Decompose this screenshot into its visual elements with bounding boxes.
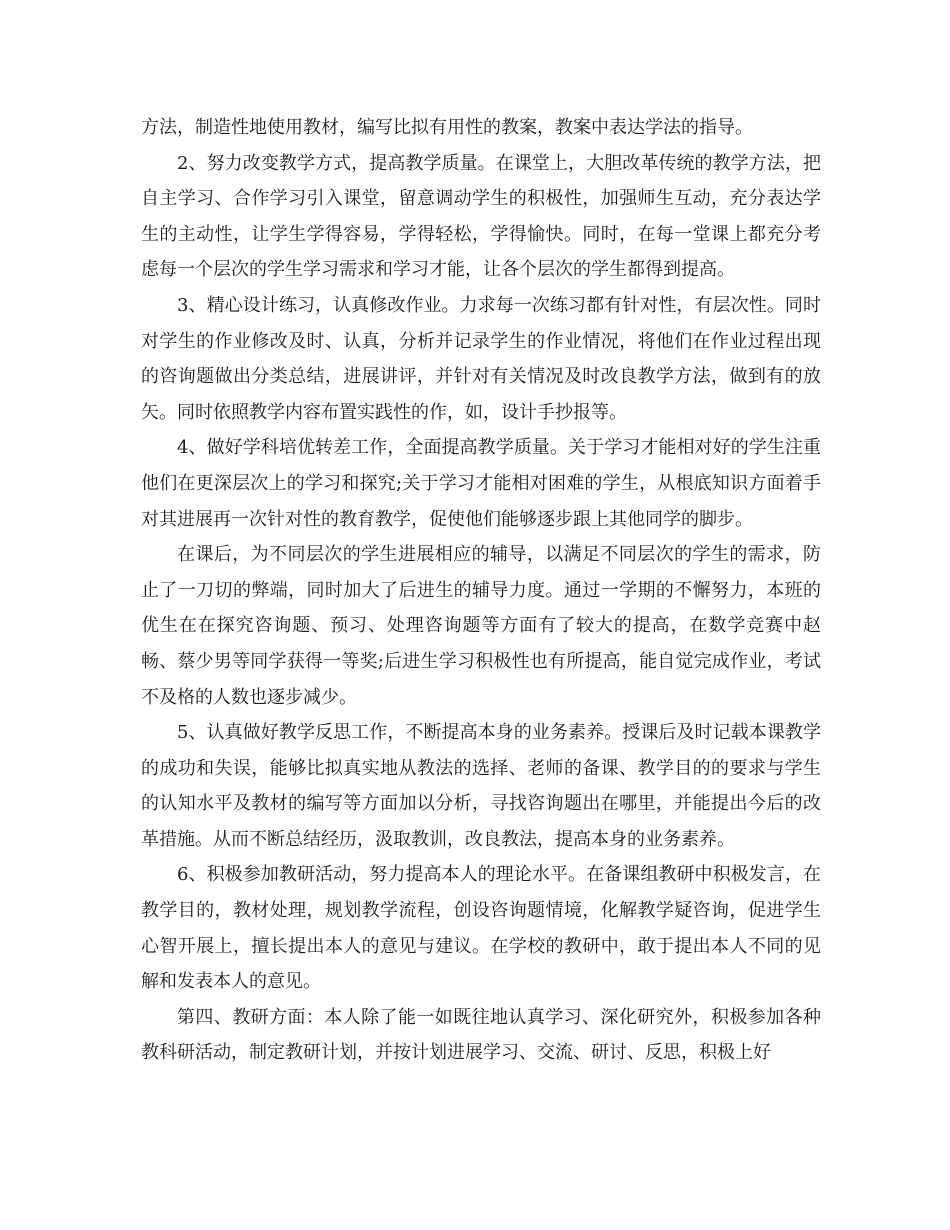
paragraph-item-3: 3、精心设计练习，认真修改作业。力求每一次练习都有针对性，有层次性。同时对学生的作业修改及时、认真，分析并记录学生的作业情况，将他们在作业过程出现的咨询题做出分类总结，进展讲评，并针对有关情况及时改良教学方法，做到有的放矢。同时依照教学内容布置实践性的作，如，设计手抄报等。 — [141, 294, 821, 423]
paragraph-section-four: 第四、教研方面：本人除了能一如既往地认真学习、深化研究外，积极参加各种教科研活动，制定教研计划，并按计划进展学习、交流、研讨、反思，积极上好 — [141, 1006, 821, 1064]
paragraph-after-class: 在课后，为不同层次的学生进展相应的辅导，以满足不同层次的学生的需求，防止了一刀切的弊端，同时加大了后进生的辅导力度。通过一学期的不懈努力，本班的优生在在探究咨询题、预习、处理咨询题等方面有了较大的提高，在数学竞赛中赵畅、蔡少男等同学获得一等奖;后进生学习积极性也有所提高，能自觉完成作业，考试不及格的人数也逐步减少。 — [141, 544, 821, 708]
paragraph-item-5: 5、认真做好教学反思工作，不断提高本身的业务素养。授课后及时记载本课教学的成功和失误，能够比拟真实地从教法的选择、老师的备课、教学目的的要求与学生的认知水平及教材的编写等方面加以分析，寻找咨询题出在哪里，并能提出今后的改革措施。从而不断总结经历，汲取教训，改良教法，提高本身的业务素养。 — [141, 722, 821, 850]
document-body — [141, 110, 821, 1071]
paragraph-item-4: 4、做好学科培优转差工作，全面提高教学质量。关于学习才能相对好的学生注重他们在更深层次上的学习和探究;关于学习才能相对困难的学生，从根底知识方面着手对其进展再一次针对性的教育教学，促使他们能够逐步跟上其他同学的脚步。 — [141, 437, 821, 530]
paragraph-continuation: 方法，制造性地使用教材，编写比拟有用性的教案，教案中表达学法的指导。 — [141, 117, 753, 138]
paragraph-item-6: 6、积极参加教研活动，努力提高本人的理论水平。在备课组教研中积极发言，在教学目的，教材处理，规划教学流程，创设咨询题情境，化解教学疑咨询，促进学生心智开展上，擅长提出本人的意见与建议。在学校的教研中，敢于提出本人不同的见解和发表本人的意见。 — [141, 864, 821, 993]
paragraph-item-2: 2、努力改变教学方式，提高教学质量。在课堂上，大胆改革传统的教学方法，把自主学习、合作学习引入课堂，留意调动学生的积极性，加强师生互动，充分表达学生的主动性，让学生学得容易，学得轻松，学得愉快。同时，在每一堂课上都充分考虑每一个层次的学生学习需求和学习才能，让各个层次的学生都得到提高。 — [141, 152, 821, 281]
